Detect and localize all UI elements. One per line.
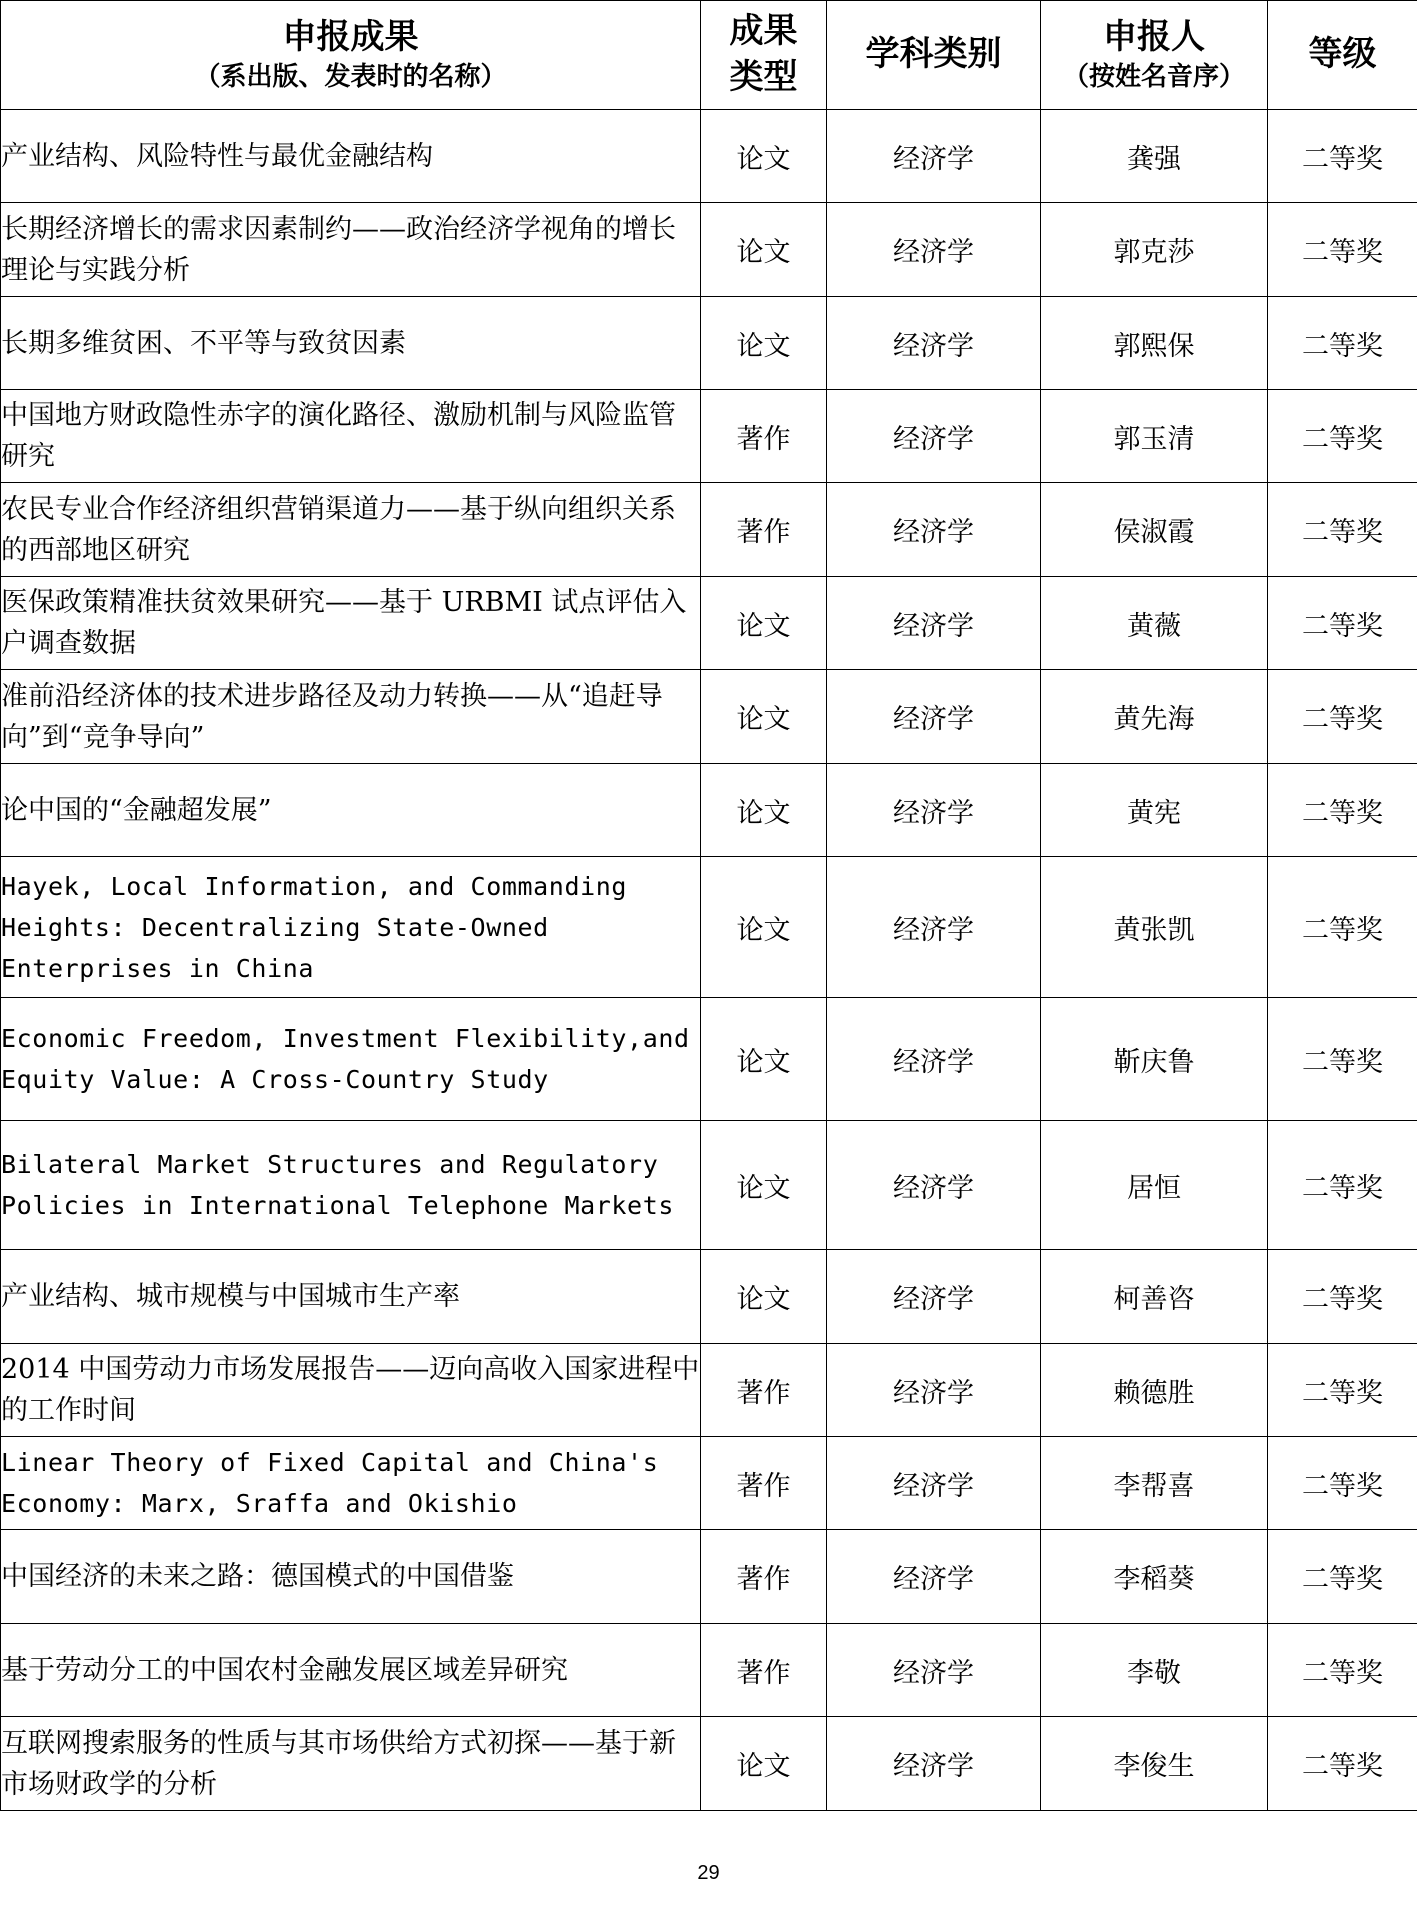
row-grade: 二等奖 xyxy=(1268,297,1417,390)
row-type: 论文 xyxy=(701,297,827,390)
row-subject: 经济学 xyxy=(827,1344,1041,1437)
header-subject: 学科类别 xyxy=(827,1,1041,110)
row-title: 基于劳动分工的中国农村金融发展区域差异研究 xyxy=(1,1624,701,1717)
row-applicant: 李稻葵 xyxy=(1041,1530,1268,1624)
header-title-label: 申报成果 xyxy=(282,16,419,57)
row-subject: 经济学 xyxy=(827,764,1041,857)
table-row xyxy=(1,764,1417,857)
row-applicant: 靳庆鲁 xyxy=(1041,998,1268,1121)
row-applicant: 黄先海 xyxy=(1041,670,1268,764)
row-applicant: 居恒 xyxy=(1041,1121,1268,1250)
row-grade: 二等奖 xyxy=(1268,1121,1417,1250)
table-row xyxy=(1,1344,1417,1437)
row-subject: 经济学 xyxy=(827,1250,1041,1344)
row-title: 中国经济的未来之路：德国模式的中国借鉴 xyxy=(1,1530,701,1624)
table-row xyxy=(1,998,1417,1121)
row-subject: 经济学 xyxy=(827,670,1041,764)
row-grade: 二等奖 xyxy=(1268,764,1417,857)
row-subject: 经济学 xyxy=(827,483,1041,577)
row-grade: 二等奖 xyxy=(1268,1344,1417,1437)
table-row xyxy=(1,1121,1417,1250)
row-subject: 经济学 xyxy=(827,857,1041,998)
header-title-note: （系出版、发表时的名称） xyxy=(194,62,507,93)
row-type: 著作 xyxy=(701,390,827,483)
table-row xyxy=(1,1530,1417,1624)
row-title: 论中国的“金融超发展” xyxy=(1,764,701,857)
table-row xyxy=(1,577,1417,670)
row-applicant: 龚强 xyxy=(1041,110,1268,203)
row-title: 长期多维贫困、不平等与致贫因素 xyxy=(1,297,701,390)
row-subject: 经济学 xyxy=(827,998,1041,1121)
table-row xyxy=(1,483,1417,577)
row-applicant: 柯善咨 xyxy=(1041,1250,1268,1344)
header-type xyxy=(701,1,827,110)
row-type: 论文 xyxy=(701,1717,827,1811)
row-title: Economic Freedom, Investment Flexibility,and Equity Value: A Cross-Country Study xyxy=(1,998,701,1121)
row-grade: 二等奖 xyxy=(1268,1437,1417,1530)
table-row xyxy=(1,297,1417,390)
row-type: 著作 xyxy=(701,1344,827,1437)
row-type: 论文 xyxy=(701,998,827,1121)
row-type: 著作 xyxy=(701,1624,827,1717)
row-applicant: 郭熙保 xyxy=(1041,297,1268,390)
row-subject: 经济学 xyxy=(827,1121,1041,1250)
table-row xyxy=(1,390,1417,483)
row-type: 著作 xyxy=(701,1530,827,1624)
row-grade: 二等奖 xyxy=(1268,998,1417,1121)
row-type: 著作 xyxy=(701,1437,827,1530)
header-type-label: 成果类型 xyxy=(729,11,798,97)
row-title: 准前沿经济体的技术进步路径及动力转换——从“追赶导向”到“竞争导向” xyxy=(1,670,701,764)
row-type: 著作 xyxy=(701,483,827,577)
row-applicant: 黄宪 xyxy=(1041,764,1268,857)
table-row xyxy=(1,110,1417,203)
row-grade: 二等奖 xyxy=(1268,203,1417,297)
row-type: 论文 xyxy=(701,670,827,764)
row-title: Hayek, Local Information, and Commanding Heights: Decentralizing State-Owned Enterprises in China xyxy=(1,857,701,998)
header-applicant-label: 申报人 xyxy=(1103,16,1205,57)
row-type: 论文 xyxy=(701,764,827,857)
row-subject: 经济学 xyxy=(827,1530,1041,1624)
row-title: 互联网搜索服务的性质与其市场供给方式初探——基于新市场财政学的分析 xyxy=(1,1717,701,1811)
row-title: Bilateral Market Structures and Regulatory Policies in International Telephone Markets xyxy=(1,1121,701,1250)
row-grade: 二等奖 xyxy=(1268,1250,1417,1344)
row-applicant: 李俊生 xyxy=(1041,1717,1268,1811)
table-row xyxy=(1,203,1417,297)
row-grade: 二等奖 xyxy=(1268,670,1417,764)
row-type: 论文 xyxy=(701,110,827,203)
table-row xyxy=(1,1437,1417,1530)
row-grade: 二等奖 xyxy=(1268,1530,1417,1624)
row-applicant: 郭玉清 xyxy=(1041,390,1268,483)
row-applicant: 李帮喜 xyxy=(1041,1437,1268,1530)
row-subject: 经济学 xyxy=(827,1437,1041,1530)
row-title: 产业结构、城市规模与中国城市生产率 xyxy=(1,1250,701,1344)
row-applicant: 黄薇 xyxy=(1041,577,1268,670)
row-type: 论文 xyxy=(701,203,827,297)
page-number: 29 xyxy=(697,1862,720,1884)
row-title: 医保政策精准扶贫效果研究——基于 URBMI 试点评估入户调查数据 xyxy=(1,577,701,670)
row-grade: 二等奖 xyxy=(1268,483,1417,577)
row-applicant: 黄张凯 xyxy=(1041,857,1268,998)
table-row xyxy=(1,1717,1417,1811)
row-type: 论文 xyxy=(701,857,827,998)
row-type: 论文 xyxy=(701,1250,827,1344)
row-applicant: 赖德胜 xyxy=(1041,1344,1268,1437)
row-grade: 二等奖 xyxy=(1268,857,1417,998)
row-grade: 二等奖 xyxy=(1268,390,1417,483)
table-row xyxy=(1,670,1417,764)
header-applicant xyxy=(1041,1,1268,110)
row-title: 产业结构、风险特性与最优金融结构 xyxy=(1,110,701,203)
row-subject: 经济学 xyxy=(827,297,1041,390)
header-grade: 等级 xyxy=(1268,1,1417,110)
row-subject: 经济学 xyxy=(827,1624,1041,1717)
row-title: 长期经济增长的需求因素制约——政治经济学视角的增长理论与实践分析 xyxy=(1,203,701,297)
table-row xyxy=(1,1250,1417,1344)
row-title: Linear Theory of Fixed Capital and China's Economy: Marx, Sraffa and Okishio xyxy=(1,1437,701,1530)
row-title: 农民专业合作经济组织营销渠道力——基于纵向组织关系的西部地区研究 xyxy=(1,483,701,577)
row-subject: 经济学 xyxy=(827,1717,1041,1811)
row-subject: 经济学 xyxy=(827,390,1041,483)
row-grade: 二等奖 xyxy=(1268,1717,1417,1811)
table-row xyxy=(1,1624,1417,1717)
row-subject: 经济学 xyxy=(827,203,1041,297)
row-applicant: 郭克莎 xyxy=(1041,203,1268,297)
row-type: 论文 xyxy=(701,1121,827,1250)
header-title xyxy=(1,1,701,110)
table-row xyxy=(1,857,1417,998)
row-subject: 经济学 xyxy=(827,577,1041,670)
row-applicant: 侯淑霞 xyxy=(1041,483,1268,577)
header-applicant-note: （按姓名音序） xyxy=(1062,62,1245,93)
row-subject: 经济学 xyxy=(827,110,1041,203)
row-type: 论文 xyxy=(701,577,827,670)
row-grade: 二等奖 xyxy=(1268,1624,1417,1717)
row-applicant: 李敬 xyxy=(1041,1624,1268,1717)
row-title: 中国地方财政隐性赤字的演化路径、激励机制与风险监管研究 xyxy=(1,390,701,483)
row-grade: 二等奖 xyxy=(1268,110,1417,203)
header-row xyxy=(1,1,1417,110)
row-title: 2014 中国劳动力市场发展报告——迈向高收入国家进程中的工作时间 xyxy=(1,1344,701,1437)
row-grade: 二等奖 xyxy=(1268,577,1417,670)
